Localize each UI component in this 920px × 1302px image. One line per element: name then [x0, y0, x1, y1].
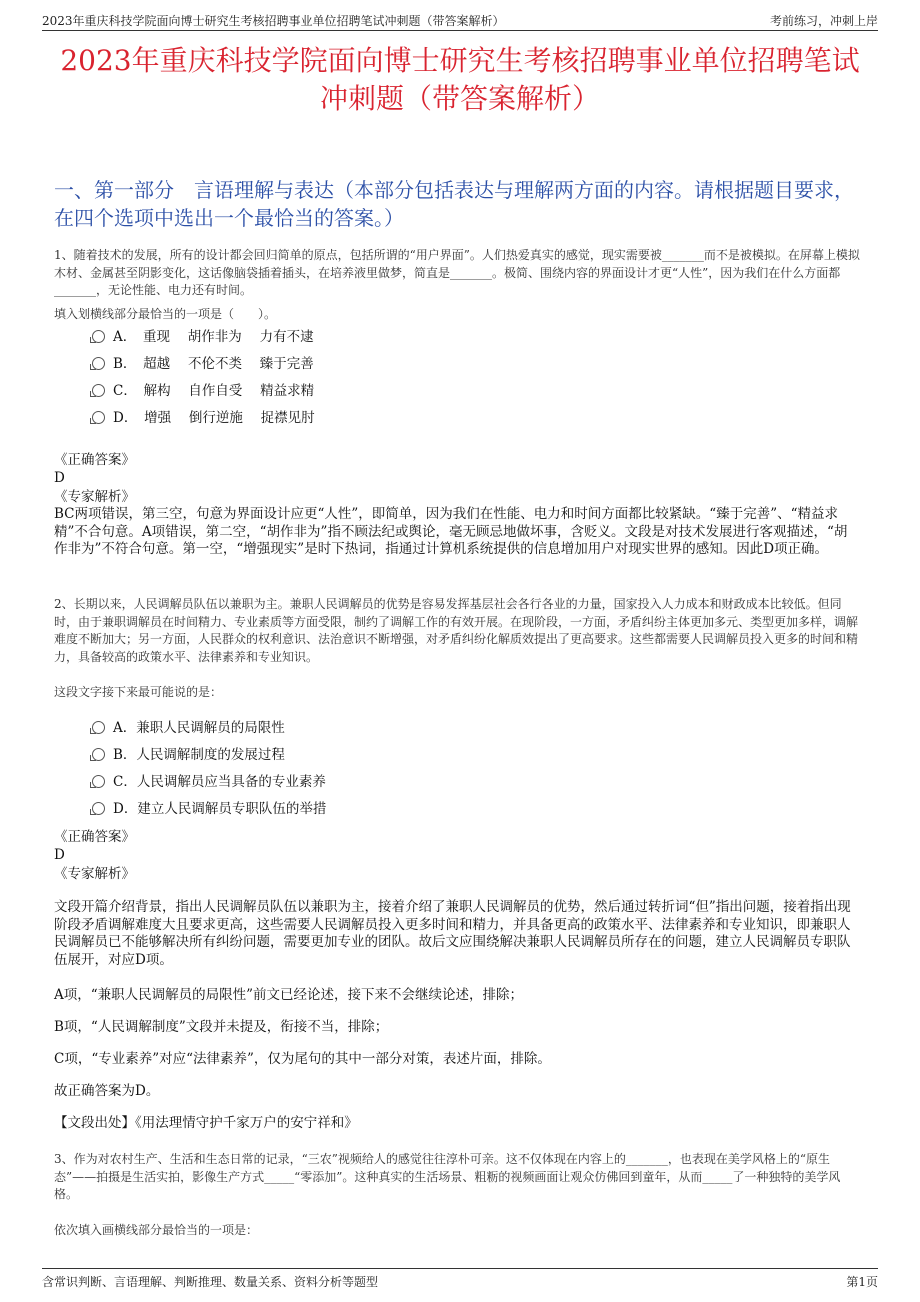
- radio-icon[interactable]: [92, 721, 105, 734]
- option-label: A．兼职人民调解员的局限性: [113, 720, 285, 736]
- page-title: 2023年重庆科技学院面向博士研究生考核招聘事业单位招聘笔试冲刺题（带答案解析）: [60, 44, 860, 115]
- q2-option-c[interactable]: [92, 772, 326, 792]
- q1-option-a[interactable]: [92, 327, 314, 347]
- radio-icon[interactable]: [92, 357, 105, 370]
- option-label: D． 增强 倒行逆施 捉襟见肘: [113, 410, 315, 426]
- q2-option-b[interactable]: [92, 745, 285, 765]
- option-label: A． 重现 胡作非为 力有不逮: [113, 329, 314, 345]
- section-heading: 一、第一部分 言语理解与表达（本部分包括表达与理解两方面的内容。请根据题目要求，在四个选项中选出一个最恰当的答案。）: [54, 178, 854, 230]
- q1-option-d[interactable]: [92, 408, 315, 428]
- q2-analysis-c: C项，“专业素养”对应“法律素养”，仅为尾句的其中一部分对策，表述片面，排除。: [54, 1051, 551, 1067]
- option-label: C．人民调解员应当具备的专业素养: [113, 774, 326, 790]
- q2-ask: 这段文字接下来最可能说的是：: [54, 685, 223, 699]
- q1-answer: D: [54, 470, 65, 486]
- page-number: 第1页: [846, 1275, 878, 1289]
- q2-analysis-a: A项，“兼职人民调解员的局限性”前文已经论述，接下来不会继续论述，排除；: [54, 987, 524, 1003]
- q2-analysis-label: 《专家解析》: [54, 866, 135, 882]
- q1-stem: 1、随着技术的发展，所有的设计都会回归简单的原点，包括所谓的“用户界面”。人们热爱真实的感觉，现实需要被_______而不是被模拟。在屏幕上模拟木材、金属甚至阴影变化，这话像脑袋插着插头，在培养液里做梦，简直是_______。极简、围绕内容的界面设计才更“人性”，因为我们在什么方面都_______，无论性能、电力还有时间。: [54, 248, 860, 297]
- header-right-text: 考前练习，冲刺上岸: [769, 14, 878, 28]
- q2-stem: 2、长期以来，人民调解员队伍以兼职为主。兼职人民调解员的优势是容易发挥基层社会各行各业的力量，国家投入人力成本和财政成本比较低。但同时，由于兼职调解员在时间精力、专业素质等方面受限，制约了调解工作的有效开展。在现阶段，一方面，矛盾纠纷主体更加多元、类型更加多样，调解难度不断加大；另一方面，人民群众的权利意识、法治意识不断增强，对矛盾纠纷化解质效提出了更高要求。这些都需要人民调解员投入更多的时间和精力，具备较高的政策水平、法律素养和专业知识。: [54, 597, 859, 664]
- q2-source: 【文段出处】《用法理情守护千家万户的安宁祥和》: [54, 1115, 358, 1131]
- radio-icon[interactable]: [92, 330, 105, 343]
- q2-option-d[interactable]: [92, 799, 326, 819]
- q1-ask: 填入划横线部分最恰当的一项是（ ）。: [54, 307, 277, 321]
- q1-option-c[interactable]: [92, 381, 314, 401]
- radio-icon[interactable]: [92, 411, 105, 424]
- radio-icon[interactable]: [92, 748, 105, 761]
- q2-option-a[interactable]: [92, 718, 285, 738]
- radio-icon[interactable]: [92, 802, 105, 815]
- q3-stem: 3、作为对农村生产、生活和生态日常的记录，“三农”视频给人的感觉往往淳朴可亲。这不仅体现在内容上的_______，也表现在美学风格上的“原生态”——拍摄是生活实拍，影像生产方式_____“零添加”。这种真实的生活场景、粗粝的视频画面让观众仿佛回到童年，从而_____了一种独特的美学风格。: [54, 1152, 841, 1201]
- q2-conclusion: 故正确答案为D。: [54, 1083, 160, 1099]
- footer-left-text: 含常识判断、言语理解、判断推理、数量关系、资料分析等题型: [42, 1275, 379, 1289]
- page-header: [42, 10, 878, 31]
- q2-analysis-b: B项，“人民调解制度”文段并未提及，衔接不当，排除；: [54, 1019, 389, 1035]
- q2-answer: D: [54, 847, 65, 863]
- header-left-text: 2023年重庆科技学院面向博士研究生考核招聘事业单位招聘笔试冲刺题（带答案解析）: [42, 14, 505, 28]
- q1-answer-label: 《正确答案》: [54, 452, 135, 468]
- option-label: B．人民调解制度的发展过程: [113, 747, 285, 763]
- q1-option-b[interactable]: [92, 354, 314, 374]
- page-footer: [42, 1268, 878, 1289]
- q1-analysis: BC两项错误，第三空，句意为界面设计应更“人性”，即简单，因为我们在性能、电力和时间方面都比较紧缺。“臻于完善”、“精益求精”不合句意。A项错误，第二空，“胡作非为”指不顾法纪或舆论，毫无顾忌地做坏事，含贬义。文段是对技术发展进行客观描述，“胡作非为”不符合句意。第一空，“增强现实”是时下热词，指通过计算机系统提供的信息增加用户对现实世界的感知。因此D项正确。: [54, 506, 848, 557]
- option-label: B． 超越 不伦不类 臻于完善: [113, 356, 314, 372]
- radio-icon[interactable]: [92, 775, 105, 788]
- option-label: C． 解构 自作自受 精益求精: [113, 383, 315, 399]
- q2-analysis: 文段开篇介绍背景，指出人民调解员队伍以兼职为主，接着介绍了兼职人民调解员的优势，然后通过转折词“但”指出问题，接着指出现阶段矛盾调解难度大且要求更高，这些需要人民调解员投入更多时间和精力，并具备更高的政策水平、法律素养和专业知识，即兼职人民调解员已不能够解决所有纠纷问题，需要更加专业的团队。故后文应围绕解决兼职人民调解员所存在的问题，建立人民调解员专职队伍展开，对应D项。: [54, 899, 851, 968]
- radio-icon[interactable]: [92, 384, 105, 397]
- q3-ask: 依次填入画横线部分最恰当的一项是：: [54, 1223, 259, 1237]
- option-label: D．建立人民调解员专职队伍的举措: [113, 801, 327, 817]
- q2-answer-label: 《正确答案》: [54, 829, 135, 845]
- q1-analysis-label: 《专家解析》: [54, 489, 135, 505]
